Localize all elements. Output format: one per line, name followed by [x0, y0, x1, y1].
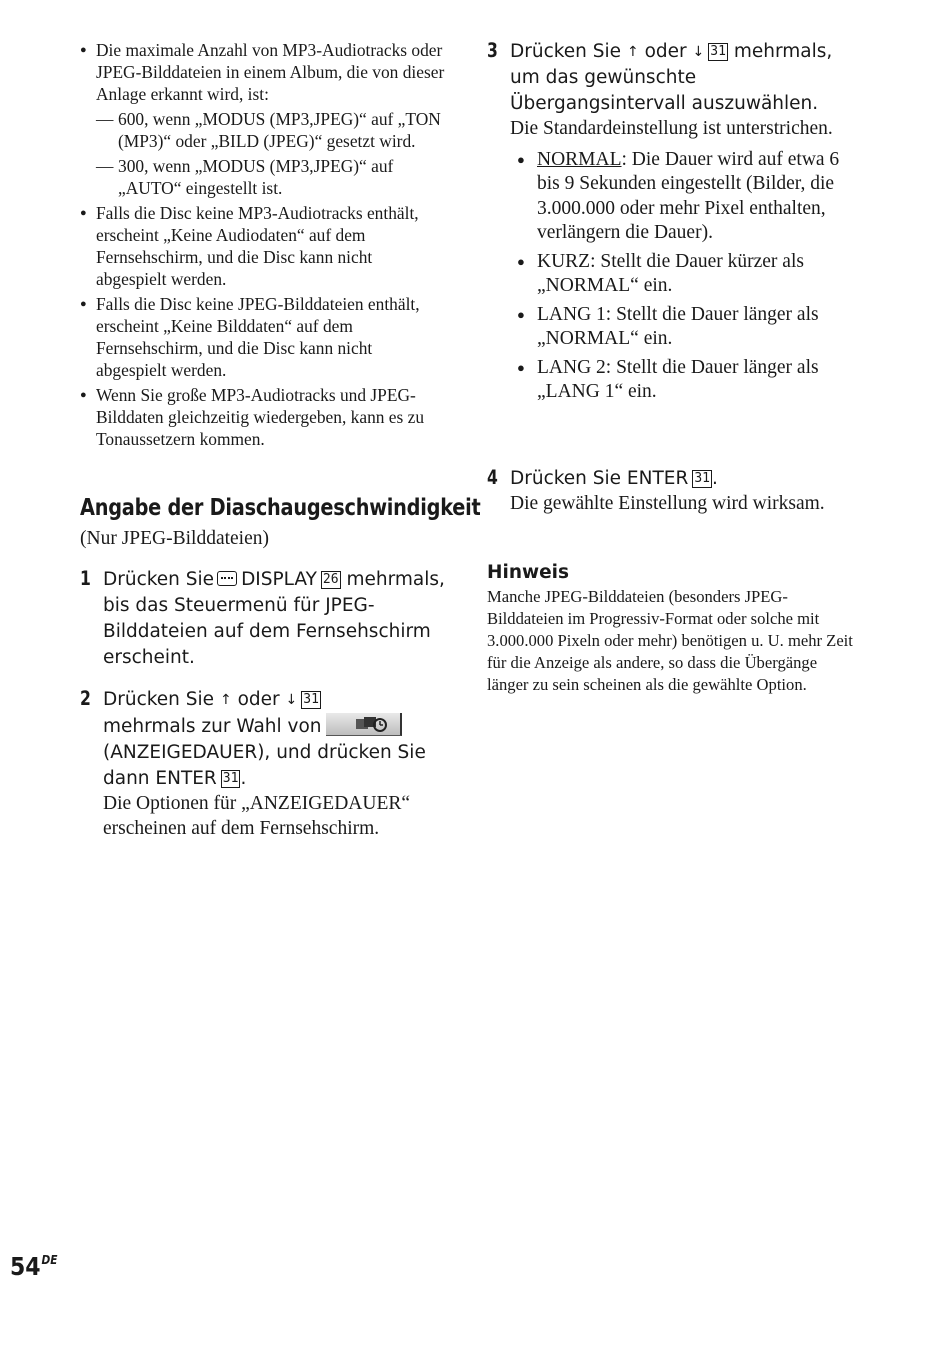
step-number: 3 [487, 39, 498, 62]
step-instruction [510, 466, 857, 492]
dash-item: — 600, wenn „MODUS (MP3,JPEG)“ auf „TON (MP3)“ oder „BILD (JPEG)“ gesetzt wird. [96, 108, 445, 152]
display-button-icon [217, 571, 237, 586]
dash-item: — 300, wenn „MODUS (MP3,JPEG)“ auf „AUTO“ eingestellt ist. [96, 155, 445, 199]
instruction-text: mehrmals, um das gewünschte Übergangsintervall auszuwählen. [510, 41, 833, 114]
hint-title: Hinweis [487, 562, 569, 583]
step-4 [487, 466, 857, 517]
bullet-item [80, 39, 445, 199]
option-normal [510, 148, 857, 246]
instruction-text: mehrmals zur Wahl von [103, 716, 322, 737]
instruction-text: . [240, 768, 247, 789]
step-1 [80, 567, 450, 671]
page-number-value: 54 [10, 1252, 41, 1281]
step-description: Die Standardeinstellung ist unterstrichen. [510, 118, 833, 139]
step-instruction [103, 567, 450, 671]
step-instruction [510, 39, 857, 117]
page-number [10, 1252, 57, 1281]
instruction-text: Drücken Sie ENTER [510, 468, 689, 489]
step-number: 1 [80, 567, 91, 590]
reference-number: 31 [710, 44, 726, 59]
step-description: Die Optionen für „ANZEIGEDAUER“ erscheinen auf dem Fernsehschirm. [103, 793, 411, 839]
option-lang1: ● LANG 1: Stellt die Dauer länger als „NORMAL“ ein. [510, 303, 857, 352]
hint-text: Manche JPEG-Bilddateien (besonders JPEG-Bilddateien im Progressiv-Format oder solche mit 3.000.000 Pixeln oder mehr) benötigen u. U. mehr Zeit für die Anzeige als andere, so dass die Übergänge länger zu sein scheinen als die gewählte Option. [487, 587, 853, 694]
reference-number: 31 [222, 771, 239, 786]
arrow-up-icon: ↑ [626, 44, 639, 60]
bullet-list [80, 39, 445, 453]
display-button-label: DISPLAY [241, 569, 317, 590]
dash-list [96, 108, 445, 199]
option-kurz: ● KURZ: Stellt die Dauer kürzer als „NORMAL“ ein. [510, 250, 857, 299]
page-language-suffix: DE [41, 1253, 58, 1267]
instruction-text: Drücken Sie [103, 569, 215, 590]
reference-number: 31 [303, 692, 319, 707]
arrow-down-icon: ↓ [692, 44, 705, 60]
instruction-text: Drücken Sie [510, 41, 622, 62]
arrow-up-icon: ↑ [219, 692, 232, 708]
option-text: : Die Dauer wird auf etwa 6 bis 9 Sekunden eingestellt (Bilder, die 3.000.000 oder mehr Pixel enthalten, verlängern die Dauer). [537, 148, 840, 243]
arrow-down-icon: ↓ [285, 692, 298, 708]
option-lang2: ● LANG 2: Stellt die Dauer länger als „LANG 1“ ein. [510, 356, 857, 405]
display-duration-menu-icon [326, 713, 402, 736]
instruction-text: . [711, 468, 718, 489]
reference-number: 26 [322, 572, 339, 587]
step-number: 2 [80, 687, 91, 710]
bullet-item: ● Falls die Disc keine JPEG-Bilddateien enthält, erscheint „Keine Bilddaten“ auf dem Fernsehschirm, und die Disc kann nicht abgespielt werden. [80, 293, 445, 381]
step-instruction [103, 687, 450, 792]
instruction-text: mehrmals, bis das Steuermenü für JPEG-Bilddateien auf dem Fernsehschirm erscheint. [103, 569, 445, 668]
instruction-text: (ANZEIGEDAUER), und drücken Sie dann ENTER [103, 742, 426, 789]
default-option-label: NORMAL [537, 148, 622, 170]
section-heading: Angabe der Diaschaugeschwindigkeit [80, 495, 481, 521]
option-list [510, 148, 857, 405]
step-number: 4 [487, 466, 498, 489]
reference-number: 31 [694, 471, 710, 486]
bullet-text: Die maximale Anzahl von MP3-Audiotracks oder JPEG-Bilddateien in einem Album, die von dieser Anlage erkannt wird, ist: [96, 40, 445, 104]
instruction-text: oder [644, 41, 687, 62]
bullet-item: ● Falls die Disc keine MP3-Audiotracks enthält, erscheint „Keine Audiodaten“ auf dem Fernsehschirm, und die Disc kann nicht abgespielt werden. [80, 202, 445, 290]
section-subtitle: (Nur JPEG-Bilddateien) [80, 528, 270, 549]
instruction-text: Drücken Sie [103, 689, 215, 710]
bullet-item: ● Wenn Sie große MP3-Audiotracks und JPEG-Bilddaten gleichzeitig wiedergeben, kann es zu Tonaussetzern kommen. [80, 384, 445, 450]
instruction-text: oder [237, 689, 280, 710]
step-description: Die gewählte Einstellung wird wirksam. [510, 493, 825, 514]
step-2 [80, 687, 450, 841]
step-3 [487, 39, 857, 409]
